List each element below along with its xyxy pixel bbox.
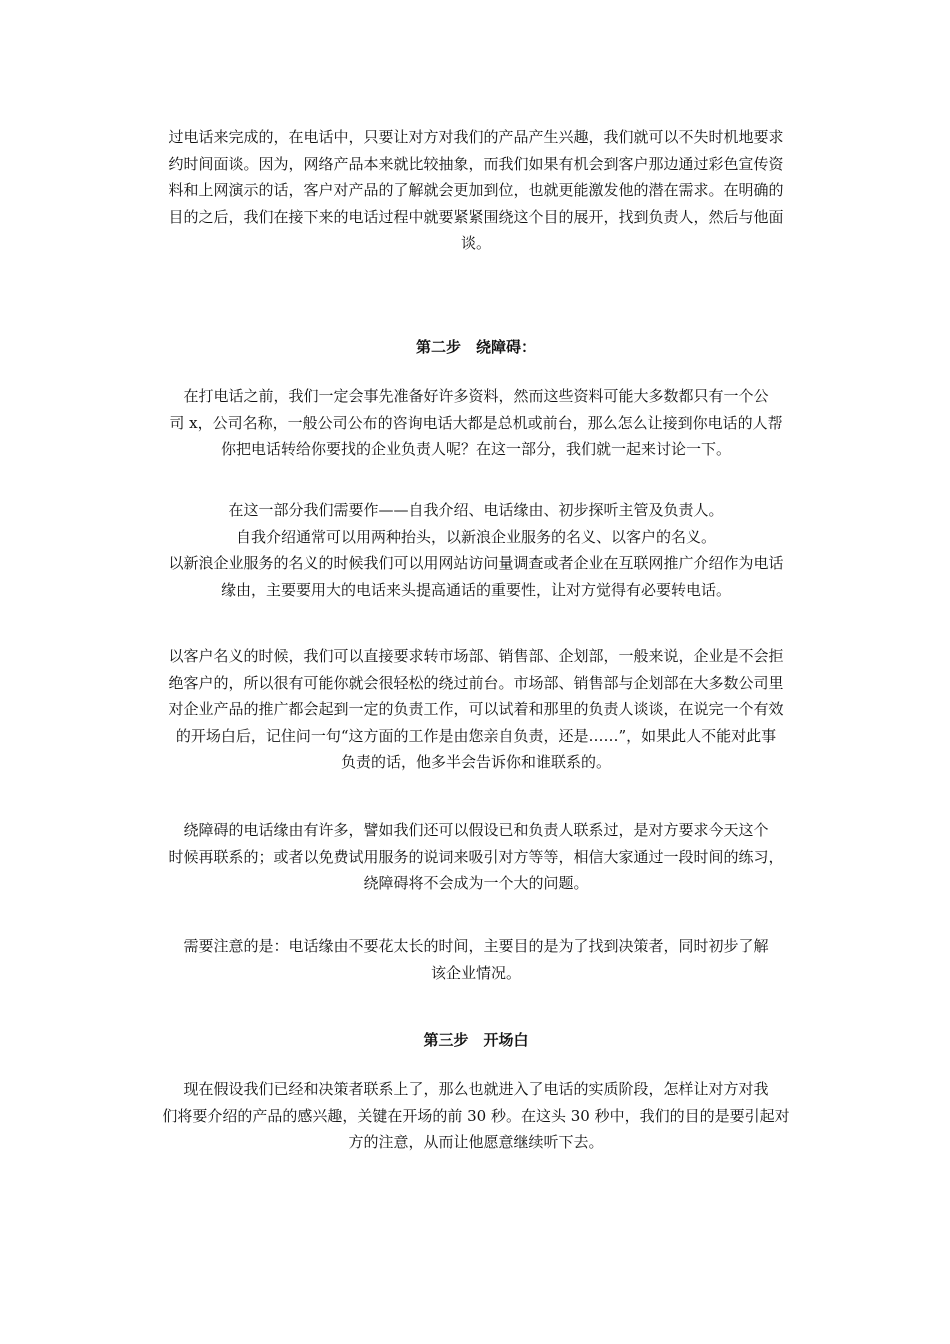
text-line: 们将要介绍的产品的感兴趣，关键在开场的前 30 秒。在这头 30 秒中，我们的目的是要引起对	[162, 1106, 790, 1125]
step3-heading: 第三步 开场白	[423, 1031, 529, 1049]
text-line: 过电话来完成的，在电话中，只要让对方对我们的产品产生兴趣，我们就可以不失时机地要求	[168, 128, 784, 146]
paragraph-self-intro	[148, 497, 804, 603]
text-line: 目的之后，我们在接下来的电话过程中就要紧紧围绕这个目的展开，找到负责人，然后与他面	[168, 207, 784, 226]
step2-heading: 第二步 绕障碍：	[415, 338, 536, 356]
text-line: 谈。	[460, 234, 491, 252]
text-line: 料和上网演示的话，客户对产品的了解就会更加到位，也就更能激发他的潜在需求。在明确的	[168, 181, 784, 199]
text-line: 自我介绍通常可以用两种抬头，以新浪企业服务的名义、以客户的名义。	[235, 527, 716, 546]
text-line: 在这一部分我们需要作——自我介绍、电话缘由、初步探听主管及负责人。	[228, 501, 724, 519]
text-line: 约时间面谈。因为，网络产品本来就比较抽象，而我们如果有机会到客户那边通过彩色宣传资	[168, 154, 784, 173]
paragraph-opening	[148, 1076, 804, 1156]
paragraph-reasons	[148, 817, 804, 897]
paragraph-intro	[148, 124, 804, 257]
text-line: 时候再联系的；或者以免费试用服务的说词来吸引对方等等，相信大家通过一段时间的练习，	[168, 847, 784, 866]
text-line: 绕障碍将不会成为一个大的问题。	[363, 874, 589, 892]
text-line: 在打电话之前，我们一定会事先准备好许多资料，然而这些资料可能大多数都只有一个公	[183, 387, 769, 405]
text-line: 现在假设我们已经和决策者联系上了，那么也就进入了电话的实质阶段，怎样让对方对我	[183, 1080, 769, 1098]
text-line: 以客户名义的时候，我们可以直接要求转市场部、销售部、企划部，一般来说，企业是不会拒	[168, 647, 784, 665]
paragraph-customer-name	[148, 643, 804, 776]
text-line: 需要注意的是：电话缘由不要花太长的时间，主要目的是为了找到决策者，同时初步了解	[183, 937, 769, 955]
text-line: 缘由，主要要用大的电话来头提高通话的重要性，让对方觉得有必要转电话。	[220, 580, 731, 599]
text-line: 以新浪企业服务的名义的时候我们可以用网站访问量调查或者企业在互联网推广介绍作为电话	[168, 554, 784, 572]
text-line: 你把电话转给你要找的企业负责人呢？在这一部分，我们就一起来讨论一下。	[220, 440, 731, 458]
text-line: 的开场白后，记住问一句“这方面的工作是由您亲自负责，还是……”，如果此人不能对此事	[175, 726, 777, 745]
text-line: 司 x，公司名称，一般公司公布的咨询电话大都是总机或前台，那么怎么让接到你电话的人帮	[169, 413, 783, 432]
text-line: 方的注意，从而让他愿意继续听下去。	[348, 1133, 604, 1151]
paragraph-preparation	[148, 383, 804, 463]
paragraph-note	[148, 933, 804, 986]
text-line: 绝客户的，所以很有可能你就会很轻松的绕过前台。市场部、销售部与企划部在大多数公司里	[168, 673, 784, 692]
text-line: 绕障碍的电话缘由有许多，譬如我们还可以假设已和负责人联系过，是对方要求今天这个	[183, 821, 769, 839]
text-line: 该企业情况。	[430, 963, 521, 982]
text-line: 对企业产品的推广都会起到一定的负责工作，可以试着和那里的负责人谈谈，在说完一个有效	[168, 700, 784, 718]
text-line: 负责的话，他多半会告诉你和谁联系的。	[340, 753, 611, 771]
